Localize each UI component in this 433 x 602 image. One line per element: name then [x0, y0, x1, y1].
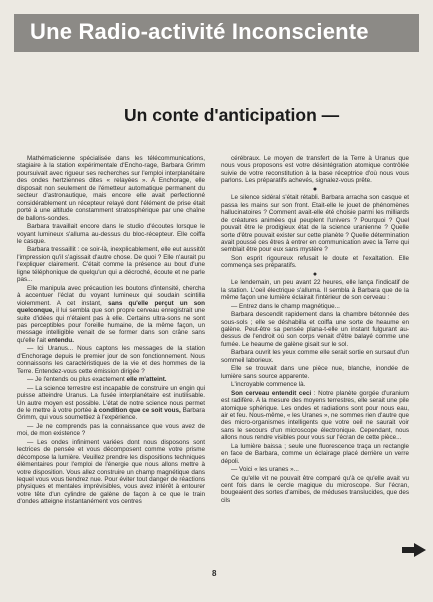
paragraph	[17, 345, 205, 375]
paragraph	[221, 475, 409, 505]
paragraph	[221, 155, 409, 185]
body-text: — Les ondes infiniment variées dont nous disposons sont lectrices de pensée et vous décomposent comme votre prisme décompose la lumière. Veuillez prendre les dispositions techniques élémentaires pour l'emploi de l'énergie que nous allons mettre à votre disposition. Vous allez construire un champ magnétique dans lequel vous vous tiendrez nue. Pour éviter tout danger de réactions physiques et mentales imprévisibles, vous avez intérêt à entourer votre tête d'un cylindre de galène de façon à ce que le train d'ondes atteigne instantanément vos centres	[17, 438, 205, 506]
bold-text: entendu.	[47, 336, 75, 344]
body-text: Elle se trouvait dans une pièce nue, blanche, inondée de lumière sans source apparente.	[221, 365, 409, 380]
paragraph	[17, 155, 205, 222]
body-text: Barbara ouvrit les yeux comme elle serait sortie en sursaut d'un sommeil laborieux.	[221, 349, 409, 364]
body-text: — Voici « les uranes »...	[231, 466, 299, 474]
page-title: Une Radio-activité Inconsciente	[30, 19, 369, 44]
body-text: L'incroyable commence là.	[231, 381, 306, 389]
body-text: — Ici Uranus... Nous captons les messages de la station d'Enchorage depuis le premier jour de son fonctionnement. Nous connaissons les caractéristiques de la vie et des hommes de la Terre. Entendez-vous cette émission dirigée ?	[17, 345, 205, 375]
body-text: Mathématicienne spécialisée dans les télécommunications, stagiaire à la station expérimentale d'Encho-rage, Barbara Grimm poursuivait avec rigueur ses recherches sur l'emploi interplanétaire des ondes hertziennes dites « relayées ». A Enchorage, elle disposait non seulement de l'émetteur automatique permanent du secteur d'astronautique, mais encore elle avait perfectionné considérablement un récepteur relayé dont l'élément de prise était porté à une altitude constamment stratosphérique par une chaîne de ballons-sondes.	[17, 155, 205, 222]
body-text: cérébraux. Le moyen de transfert de la Terre à Uranus que nous vous proposons est votre désintégration atomique contrôlée suivie de votre reconstitution à la base réceptrice d'où nous vous parlons. Les préparatifs achevés, signalez-vous prête.	[221, 155, 409, 185]
paragraph	[221, 194, 409, 254]
body-text: — Je ne comprends pas la connaissance que vous avez de moi, de mon existence ?	[17, 422, 205, 438]
paragraph	[17, 285, 205, 345]
paragraph	[221, 311, 409, 348]
body-text: Barbara Grimm, qui vous soumettiez à l'expérience.	[17, 406, 206, 422]
body-text: Barbara travaillait encore dans le studio d'écoutes lorsque le voyant lumineux s'alluma au-dessus du bloc-récepteur. Elle coiffa le casque.	[17, 223, 205, 245]
paragraph	[221, 466, 409, 473]
paragraph	[221, 255, 409, 270]
body-text: — Je l'entends ou plus exactement	[27, 376, 127, 384]
body-text: La lumière baissa ; seule une fluorescence traça un rectangle en face de Barbara, comme un éclairage placé derrière un verre dépoli.	[221, 442, 409, 465]
bold-text: Son cerveau entendit ceci	[231, 389, 312, 397]
body-text: Elle manipula avec précaution les boutons d'intensité, chercha à accentuer l'éclat du voyant lumineux qui soudain scintilla violemment. A cet instant,	[17, 284, 205, 307]
right-arrow-icon	[402, 543, 426, 557]
body-text: Son esprit rigoureux refusait le doute et l'exaltation. Elle commença ses préparatifs.	[221, 254, 409, 270]
paragraph	[17, 423, 205, 438]
paragraph	[17, 223, 205, 245]
body-text: il lui sembla que son propre cerveau enregistrait une suite d'idées qui n'étaient pas à elle. Certains ultra-sons ne sont pas perceptibles pour l'oreille humaine, de la même façon, un message intelligible venait de se former dans son crâne sans qu'elle l'ait	[17, 307, 205, 344]
right-column	[221, 155, 409, 505]
bold-text: elle m'atteint.	[126, 376, 167, 384]
body-text: : Notre planète gorgée d'uranium est radifère. A la mesure des moyens terrestres, elle serait une pile atomique sphérique. Les ondes et radiations sont pour nous eau, air et feu. Nous-même, « les Uranes », ne sommes rien d'autre que des micro-organismes intelligents que votre oeil ne saurait voir sans le secours d'un microscope électronique. Cependant, nous allons nous rendre visibles pour vous sur l'écran de cette pièce...	[221, 389, 409, 442]
body-text: — Entrez dans le champ magnétique...	[231, 302, 340, 310]
paragraph	[17, 385, 205, 422]
paragraph	[221, 365, 409, 380]
page-subtitle: Un conte d'anticipation —	[124, 105, 340, 125]
paragraph	[221, 390, 409, 442]
separator-dot: ●	[312, 185, 318, 193]
section-separator	[221, 271, 409, 278]
bold-text: à condition que ce soit vous,	[93, 406, 181, 414]
body-text: — La science terrestre est incapable de construire un engin qui puisse atteindre Uranus. La fusée interplanétaire est inutilisable. Un autre moyen est possible. L'état de notre science nous permet de le mettre à votre portée	[17, 384, 205, 414]
separator-dot: ●	[312, 270, 318, 278]
section-separator	[221, 186, 409, 193]
paragraph	[17, 376, 205, 383]
body-text: Barbara tressaillit : ce soir-là, inexplicablement, elle eut aussitôt l'impression qu'il s'agissait d'autre chose. De quoi ? Elle n'aurait pu l'expliquer clairement. C'était comme la présence au bout d'une ligne téléphonique de quelqu'un qui a décroché, écoute et ne parle pas...	[17, 246, 205, 284]
body-text: Le silence sidéral s'était rétabli. Barbara arracha son casque et passa les mains sur son front. Etait-elle le jouet de phénomènes hallucinatoires ? Comment avait-elle été choisie parmi les milliards de créatures animées qui peuplent l'univers ? Pourquoi ? Quel pouvait être le prodigieux état de la science uranienne ? Quelle sorte d'être pouvait exister sur cette planète ? Quelle détermination avait poussé ces êtres à entrer en communication avec la Terre qui semblait être pour eux sans mystère ?	[221, 194, 409, 254]
body-text: Le lendemain, un peu avant 22 heures, elle lança l'indicatif de la station. L'oeil électrique s'alluma. Il sembla à Barbara que de la même façon une lumière éclairait l'intérieur de son cerveau :	[221, 279, 409, 302]
paragraph	[17, 246, 205, 283]
paragraph	[221, 443, 409, 465]
paragraph	[221, 381, 409, 388]
paragraph	[221, 349, 409, 364]
body-text: Ce qu'elle vit ne pouvait être comparé qu'à ce qu'elle avait vu cent fois dans le cercle magique du microscope. Sur l'écran, bougeaient des sortes d'amibes, de méduses translucides, que des cils	[221, 474, 409, 504]
paragraph	[221, 279, 409, 301]
page-number: 8	[212, 569, 217, 578]
body-text: Barbara descendit rapidement dans la chambre bétonnée des sous-sols ; elle se déshabilla et coiffa une sorte de heaume en galène. Peut-être sa pensée plana-t-elle un instant fulgurant au-dessus de l'endroit où son corps venait d'être balayé comme une fumée. Le heaume de galène gisait sur le sol.	[221, 311, 409, 348]
paragraph	[17, 439, 205, 506]
paragraph	[221, 303, 409, 310]
left-column	[17, 155, 205, 507]
bold-text: sans qu'elle perçut un son quelconque,	[17, 299, 205, 315]
